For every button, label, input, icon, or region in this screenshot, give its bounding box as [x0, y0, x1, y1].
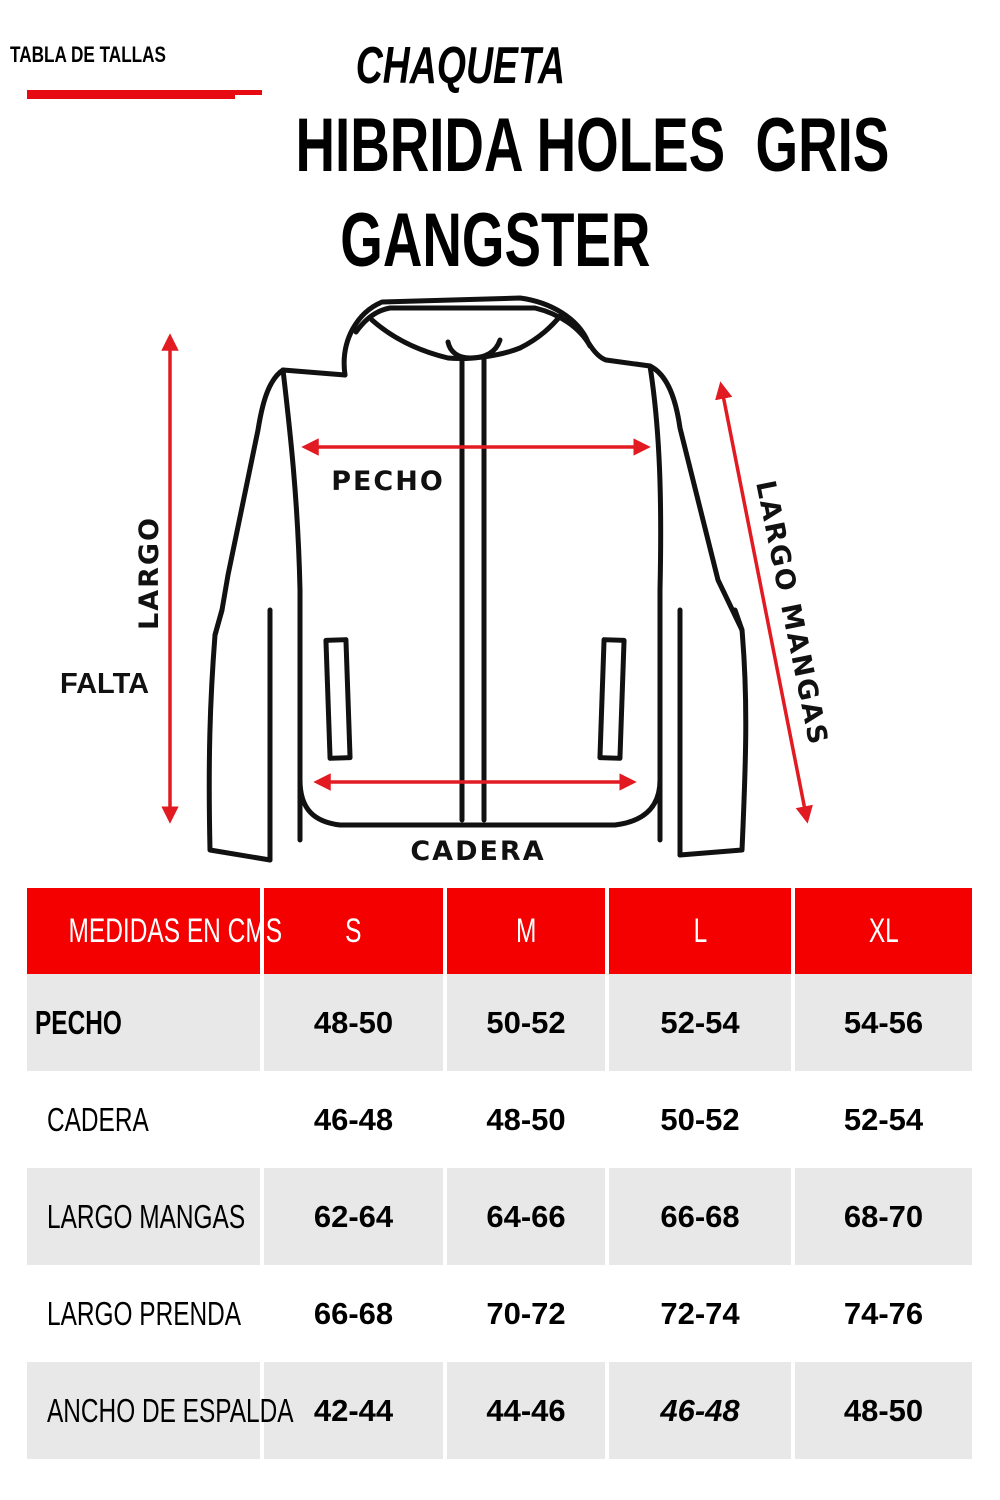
table-cell: 44-46 [447, 1362, 609, 1459]
row-label-sleeve-length [27, 1168, 264, 1265]
table-cell: 74-76 [843, 1295, 924, 1331]
underline-bar-main [27, 90, 235, 99]
size-header-m-text: M [515, 911, 537, 950]
jacket-measurement-diagram [0, 280, 1000, 880]
size-header-xl-text: XL [868, 911, 899, 950]
table-row [27, 974, 972, 1071]
table-cell: 48-50 [264, 974, 447, 1071]
table-cell: 46-48 [609, 1362, 795, 1459]
table-cell: 72-74 [609, 1265, 795, 1362]
row-label-text: LARGO PRENDA [47, 1294, 242, 1332]
table-cell: 42-44 [264, 1362, 447, 1459]
product-type-text: CHAQUETA [355, 37, 565, 95]
table-cell: 62-64 [264, 1168, 447, 1265]
header-accent-underline [27, 90, 262, 100]
size-header-l [609, 888, 795, 974]
row-label-text: LARGO MANGAS [47, 1197, 246, 1235]
size-header-m [447, 888, 609, 974]
table-cell: 66-68 [264, 1265, 447, 1362]
table-header-row [27, 888, 972, 974]
length-label: LARGO [134, 515, 165, 631]
table-row [27, 1362, 972, 1459]
table-cell: 50-52 [609, 1071, 795, 1168]
table-cell: 48-50 [447, 1071, 609, 1168]
table-cell: 52-54 [609, 974, 795, 1071]
corner-header-text: MEDIDAS EN CMS [68, 911, 283, 950]
jacket-outline-icon [209, 298, 746, 860]
row-label-text: ANCHO DE ESPALDA [47, 1391, 294, 1429]
size-chart-label-text: TABLA DE TALLAS [10, 42, 167, 67]
table-cell: 64-66 [447, 1168, 609, 1265]
size-table [27, 888, 972, 1459]
table-cell: 46-48 [264, 1071, 447, 1168]
underline-bar-tail [235, 90, 262, 95]
product-subtitle [280, 197, 680, 284]
row-label-garment-length [27, 1265, 264, 1362]
hip-label: CADERA [410, 836, 546, 867]
table-row [27, 1071, 972, 1168]
product-type-title [260, 36, 660, 96]
table-cell: 52-54 [843, 1101, 924, 1137]
product-name-text: HIBRIDA HOLES GRIS [295, 103, 890, 188]
product-name-title [180, 102, 890, 189]
row-label-chest [27, 974, 264, 1071]
chest-label: PECHO [331, 466, 445, 497]
size-header-xl [795, 888, 972, 974]
missing-note-label: FALTA [60, 668, 150, 700]
row-label-text: PECHO [35, 1003, 122, 1041]
size-chart-label [10, 42, 210, 68]
row-label-text: CADERA [47, 1100, 149, 1138]
product-subtitle-text: GANGSTER [340, 198, 651, 283]
table-row [27, 1265, 972, 1362]
table-row [27, 1168, 972, 1265]
size-header-s [264, 888, 447, 974]
size-header-s-text: S [345, 911, 362, 950]
table-cell: 48-50 [795, 1362, 972, 1459]
table-cell: 70-72 [447, 1265, 609, 1362]
size-header-l-text: L [693, 911, 707, 950]
table-cell: 54-56 [795, 974, 972, 1071]
row-label-back-width [27, 1362, 294, 1459]
row-label-hip [27, 1071, 264, 1168]
table-cell: 66-68 [609, 1168, 795, 1265]
table-cell: 68-70 [795, 1168, 972, 1265]
table-cell: 50-52 [447, 974, 609, 1071]
corner-header [27, 888, 283, 974]
sleeve-length-label: LARGO MANGAS [749, 477, 834, 749]
